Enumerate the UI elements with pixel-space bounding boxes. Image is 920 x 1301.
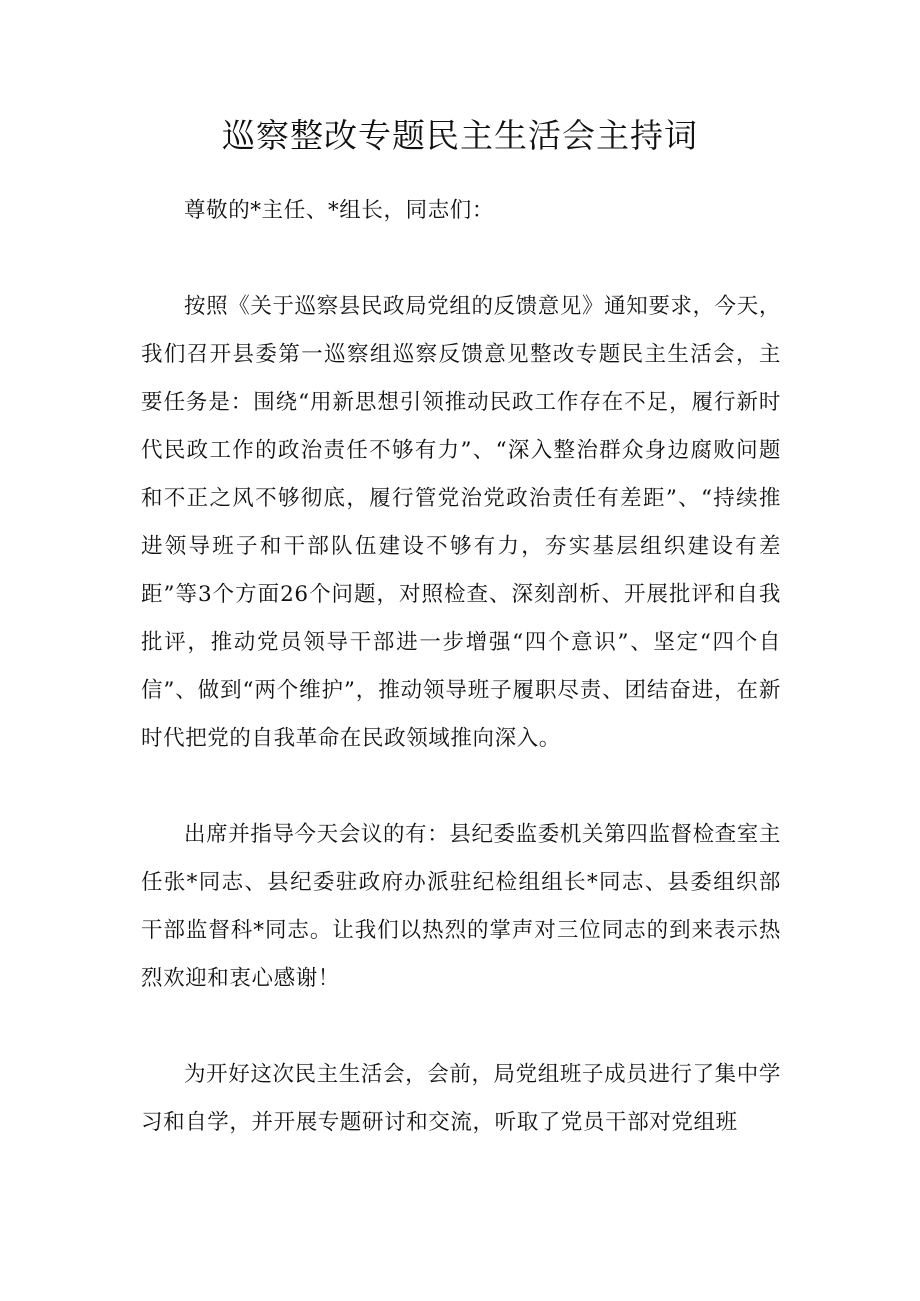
body-paragraph-attendees: 出席并指导今天会议的有：县纪委监委机关第四监督检查室主任张*同志、县纪委驻政府办派驻纪检组组长*同志、县委组织部干部监督科*同志。让我们以热烈的掌声对三位同志的到来表示热烈欢迎和衷心感谢！ <box>141 822 781 991</box>
body-paragraph-preparation: 为开好这次民主生活会，会前，局党组班子成员进行了集中学习和自学，并开展专题研讨和交流，听取了党员干部对党组班 <box>141 1062 781 1135</box>
document-body <box>141 187 781 1195</box>
body-paragraph-purpose: 按照《关于巡察县民政局党组的反馈意见》通知要求，今天，我们召开县委第一巡察组巡察反馈意见整改专题民主生活会，主要任务是：围绕“用新思想引领推动民政工作存在不足，履行新时代民政工作的政治责任不够有力”、“深入整治群众身边腐败问题和不正之风不够彻底，履行管党治党政治责任有差距”、“持续推进领导班子和干部队伍建设不够有力，夯实基层组织建设有差距”等3个方面26个问题，对照检查、深刻剖析、开展批评和自我批评，推动党员领导干部进一步增强“四个意识”、坚定“四个自信”、做到“两个维护”，推动领导班子履职尽责、团结奋进，在新时代把党的自我革命在民政领域推向深入。 <box>141 294 781 751</box>
document-title: 巡察整改专题民主生活会主持词 <box>222 116 698 155</box>
salutation-paragraph: 尊敬的*主任、*组长，同志们： <box>184 198 495 223</box>
